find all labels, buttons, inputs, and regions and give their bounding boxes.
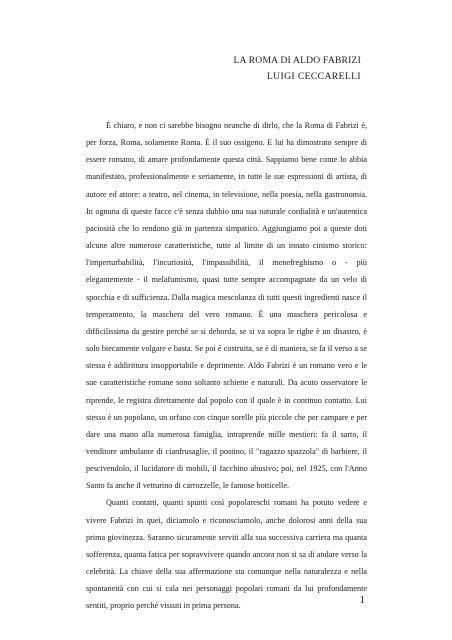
page-number: 1 (359, 594, 365, 606)
document-header (233, 55, 361, 83)
document-author: LUIGI CECCARELLI (266, 71, 361, 82)
document-title: LA ROMA DI ALDO FABRIZI (233, 55, 361, 66)
paragraph-1: È chiaro, e non ci sarebbe bisogno neanche di dirlo, che la Roma di Fabrizi è, per forza, Roma, solamente Roma. È il suo ossigeno. E lui ha dimostrato sempre di essere romano, di amare profondamente questa città. Sappiamo bene come lo abbia manifestato, professionalmente e seriamente, in tutte le sue espressioni di artista, di autore ed attore: a teatro, nel cinema, in televisione, nella poesia, nella gastronomia. In ognuna di queste facce c'è senza dubbio una sua naturale cordialità e un'autentica paciosità che lo rendono già in partenza simpatico. Aggiungiamo poi a queste doti alcune altre numerose caratteristiche, tutte al limite di un innato cinismo storico: l'imperturbabilità, l'incuriosità, l'impassibilità, il menefreghismo o - più elegantemente - il melafumismo, quasi tutte sempre accompagnate da un velo di spocchia e di sufficienza. Dalla magica mescolanza di tutti questi ingredienti nasce il temperamento, la maschera del vero romano. È una maschera pericolosa e difficilissima da gestire perché se si deborda, se si va sopra le righe è un disastro, è solo biecamente volgare e basta. Se poi è costruita, se è di maniera, se fa il verso a se stessa è addirittura insopportabile e deprimente. Aldo Fabrizi è un romano vero e le sue caratteristiche romane sono soltanto schiette e naturali. Da acuto osservatore le riprende, le registra direttamente dal popolo con il quale è in continuo contatto. Lui stesso è un popolano, un orfano con cinque sorelle più piccole che per campare e per dare una mano alla numerosa famiglia, intraprende mille mestieri: fa il sarto, il venditore ambulante di cianfrusaglie, il postino, il "ragazzo spazzola" di barbiere, il pescivendolo, il lucidatore di mobili, il facchino abusivo; poi, nel 1925, con l'Anno Santo fa anche il vetturino di carrozzelle, le famose botticelle. (86, 121, 367, 491)
document-body (86, 117, 367, 615)
paragraph-2: Quanti contatti, quanti spunti così popolareschi romani ha potuto vedere e vivere Fabrizi in quei, diciamolo e riconosciamolo, anche dolorosi anni della sua prima giovinezza. Saranno sicuramente serviti alla sua successiva carriera ma quanta sofferenza, quanta fatica per sopravvivere quando ancora non si sa di andare verso la celebrità. La chiave della sua affermazione sta comunque nella naturalezza e nella spontaneità con cui si cala nei personaggi popolari romani da lui profondamente sentiti, proprio perché vissuti in prima persona. (86, 498, 367, 611)
